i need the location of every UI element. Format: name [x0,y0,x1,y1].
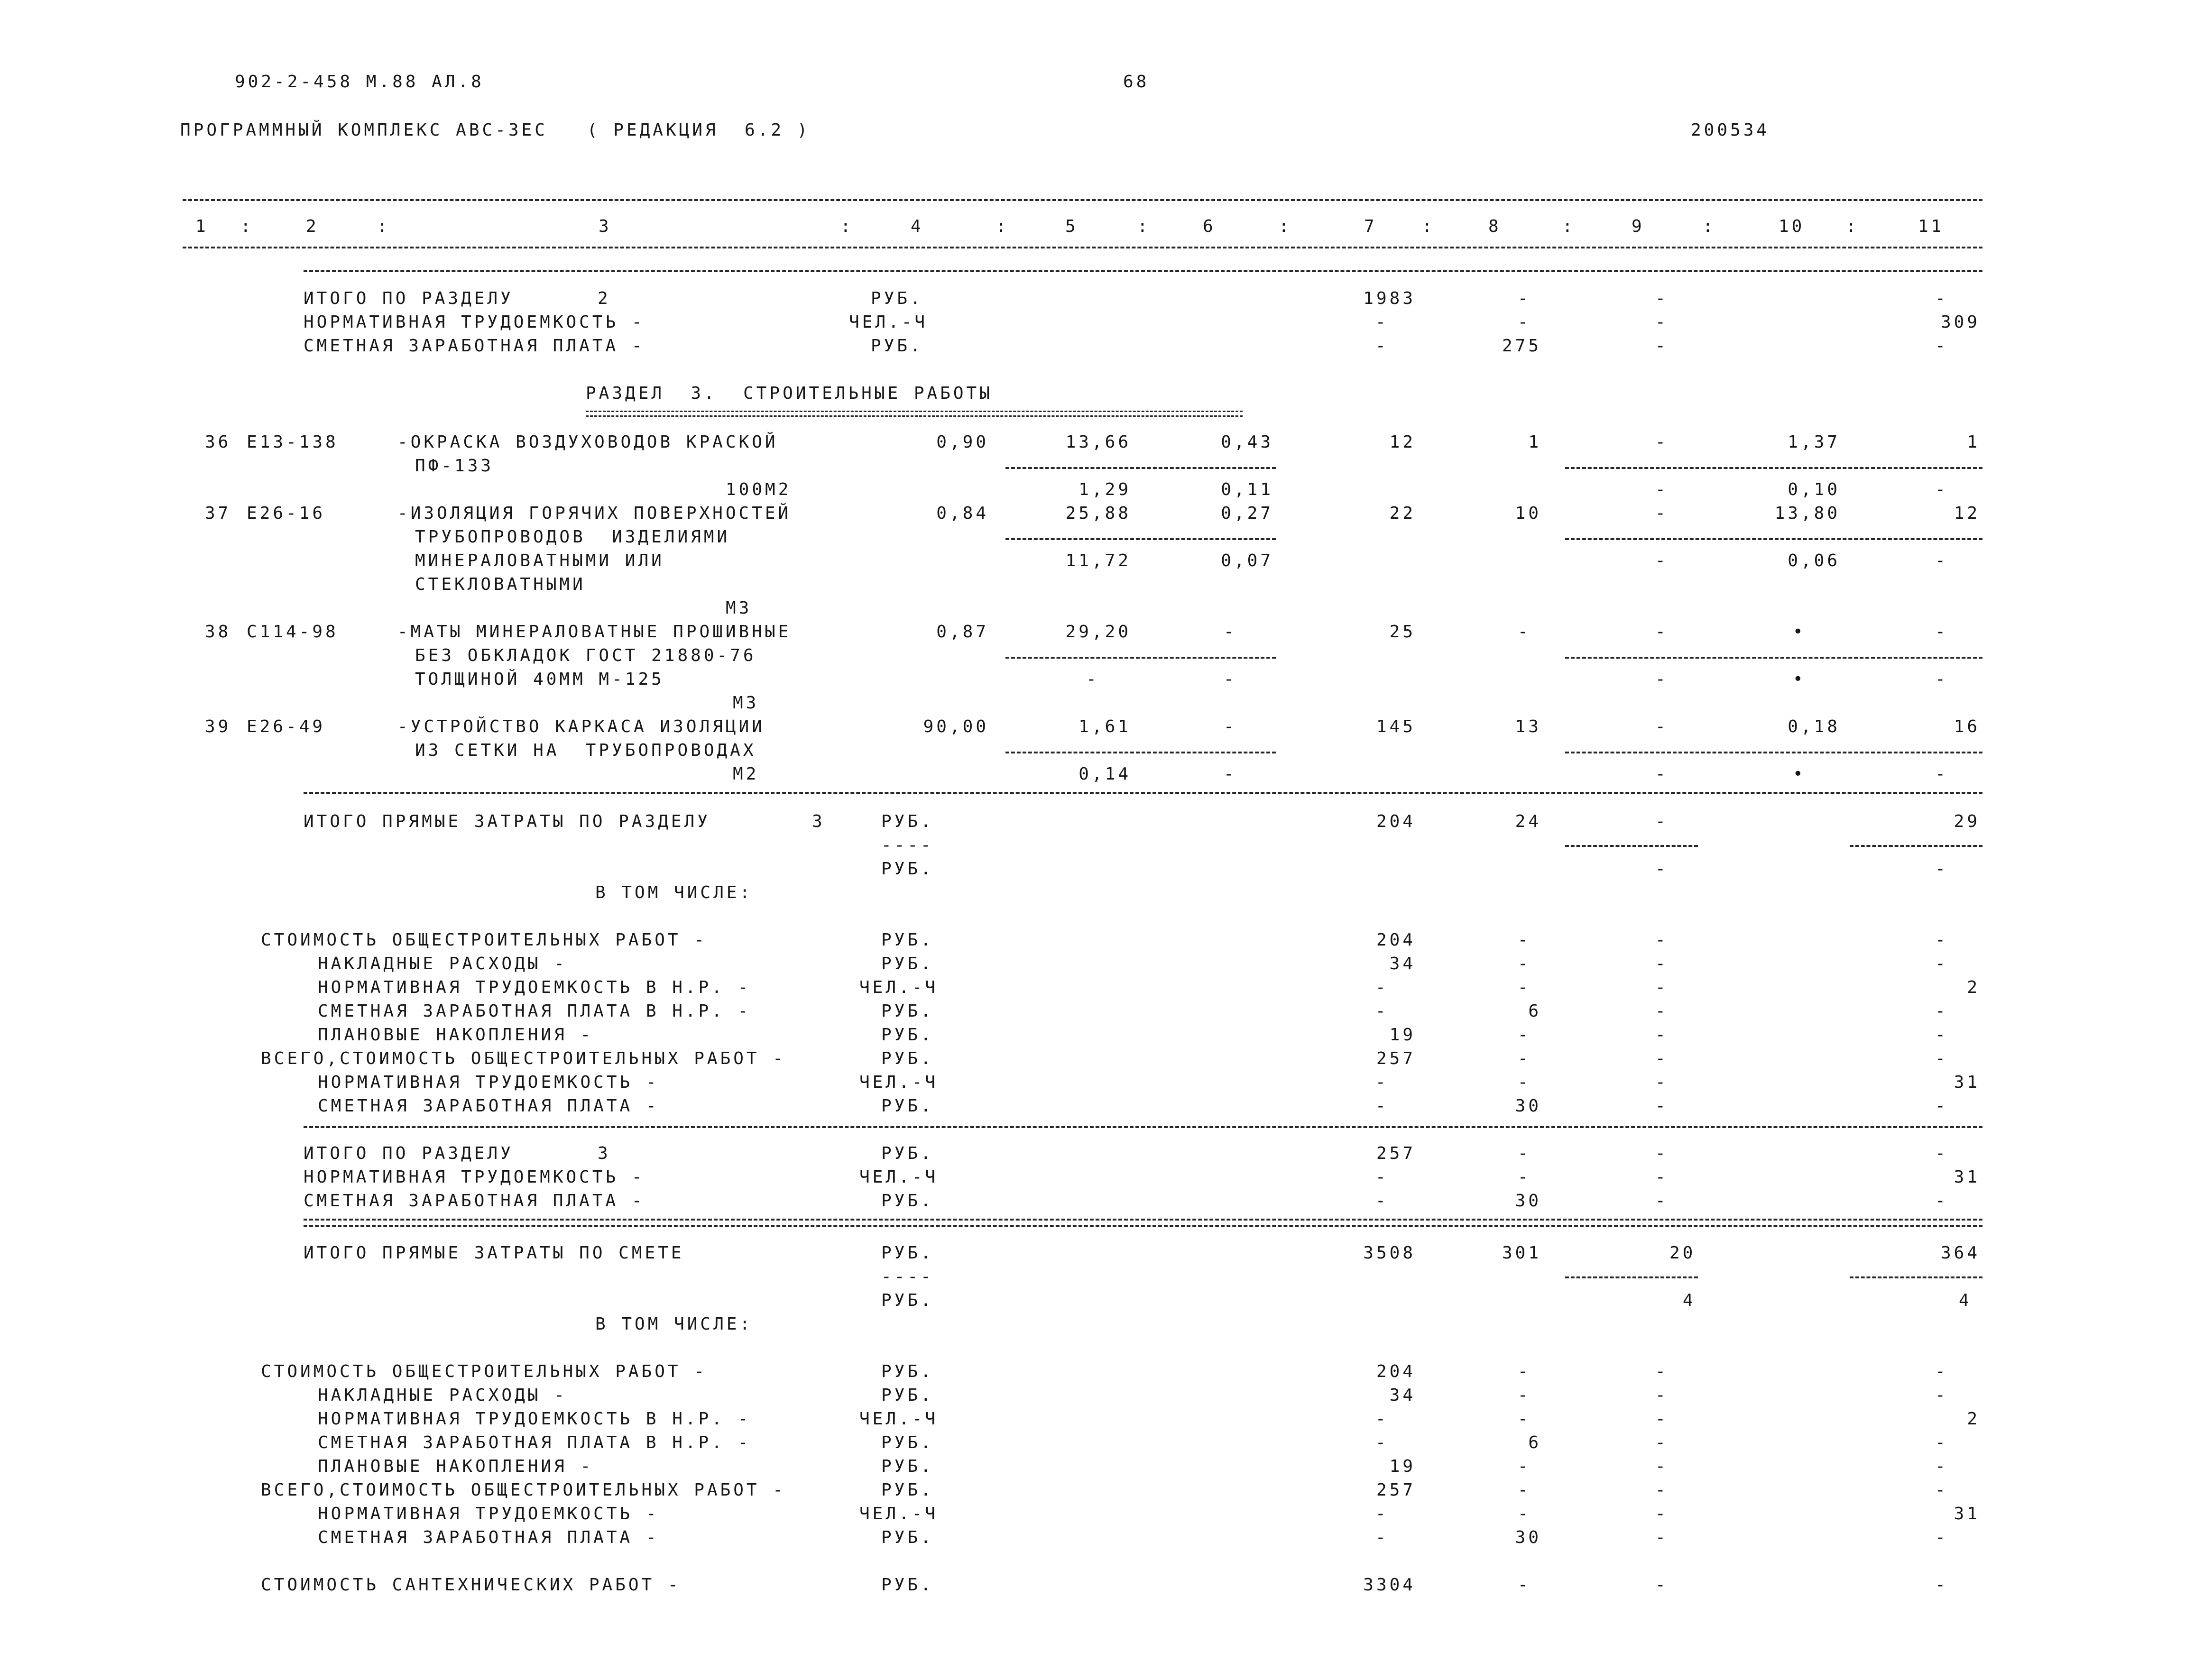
title-underline [586,411,1243,417]
labor-col11: 309 [1940,312,1980,332]
item-name: СТЕКЛОВАТНЫМИ [415,575,586,594]
col-header-10: 10 [1779,217,1805,236]
item-code: Е26-16 [247,504,326,523]
col-separator: : [1703,217,1716,236]
col-separator: : [1846,217,1859,236]
page-number: 68 [1123,72,1150,92]
document-code: 902-2-458 М.88 АЛ.8 [235,72,484,92]
top-rule [183,199,1982,201]
item-qty: 90,00 [923,717,989,736]
item-unit: М3 [726,598,752,618]
item-number: 38 [205,622,231,642]
wages-label: СМЕТНАЯ ЗАРАБОТНАЯ ПЛАТА - [304,336,645,356]
col-separator: : [1279,217,1292,236]
item-unit: М3 [733,693,759,713]
section-title: РАЗДЕЛ 3. СТРОИТЕЛЬНЫЕ РАБОТЫ [586,384,993,403]
item-name: ТОЛЩИНОЙ 40ММ М-125 [415,670,664,689]
col-separator: : [996,217,1009,236]
col-separator: : [840,217,854,236]
section-number: 2 [598,289,611,308]
col-separator: : [1137,217,1151,236]
unit-chel-ch: ЧЕЛ.-Ч [849,312,928,332]
incl-label: В ТОМ ЧИСЛЕ: [595,883,753,902]
header-rule [183,247,1982,248]
item-code: Е26-49 [247,717,326,736]
total-col7: 1983 [1363,289,1416,308]
item-name: МИНЕРАЛОВАТНЫМИ ИЛИ [415,551,664,570]
col-separator: : [377,217,390,236]
item-qty: 0,90 [936,432,989,452]
col-header-1: 1 [195,217,209,236]
col-header-11: 11 [1918,217,1945,236]
unit-rub: РУБ. [871,289,923,308]
section-rule [304,270,1982,272]
col-separator: : [1422,217,1435,236]
col-header-5: 5 [1065,217,1079,236]
item-name: -УСТРОЙСТВО КАРКАСА ИЗОЛЯЦИИ [397,717,765,736]
col-header-7: 7 [1364,217,1377,236]
item-unit: 100М2 [726,480,792,499]
item-name: -МАТЫ МИНЕРАЛОВАТНЫЕ ПРОШИВНЫЕ [397,622,792,642]
item-name: ПФ-133 [415,456,494,476]
col-separator: : [240,217,254,236]
item-number: 37 [205,504,231,523]
wages-col8: 275 [1502,336,1541,356]
item-unit: М2 [733,764,759,784]
program-title: ПРОГРАММНЫЙ КОМПЛЕКС АВС-ЗЕС ( РЕДАКЦИЯ 6.2 ) [180,120,811,140]
item-number: 39 [205,717,231,736]
item-qty: 0,87 [936,622,989,642]
item-name: -ОКРАСКА ВОЗДУХОВОДОВ КРАСКОЙ [397,432,778,452]
item-number: 36 [205,432,231,452]
labor-norm-label: НОРМАТИВНАЯ ТРУДОЕМКОСТЬ - [304,312,645,332]
estimate-code: 200534 [1691,120,1770,140]
total-section-label: ИТОГО ПО РАЗДЕЛУ [304,289,514,308]
col-header-4: 4 [911,217,924,236]
col-header-3: 3 [599,217,612,236]
item-name: -ИЗОЛЯЦИЯ ГОРЯЧИХ ПОВЕРХНОСТЕЙ [397,504,792,523]
col-header-8: 8 [1488,217,1502,236]
item-name: ТРУБОПРОВОДОВ ИЗДЕЛИЯМИ [415,527,730,547]
col-header-6: 6 [1203,217,1216,236]
col-header-9: 9 [1632,217,1645,236]
item-code: Е13-138 [247,432,339,452]
col-separator: : [1562,217,1576,236]
item-qty: 0,84 [936,504,989,523]
col-header-2: 2 [306,217,319,236]
item-name: ИЗ СЕТКИ НА ТРУБОПРОВОДАХ [415,741,756,760]
direct-costs-label: ИТОГО ПРЯМЫЕ ЗАТРАТЫ ПО РАЗДЕЛУ [304,812,710,831]
item-code: С114-98 [247,622,339,642]
item-name: БЕЗ ОБКЛАДОК ГОСТ 21880-76 [415,646,756,665]
